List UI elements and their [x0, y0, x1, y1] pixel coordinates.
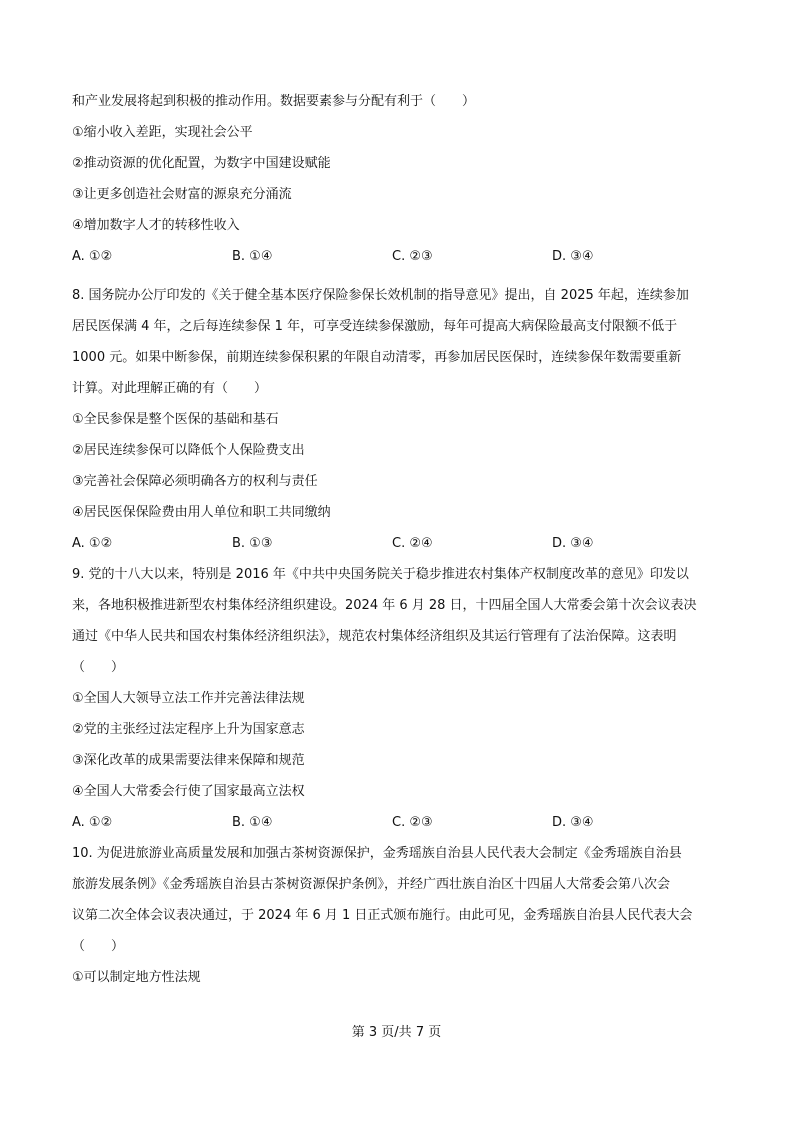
stem-line: 1000 元。如果中断参保，前期连续参保积累的年限自动清零，再参加居民医保时，连续参保年数需要重新 — [72, 350, 682, 365]
option-a: A. ①② — [72, 249, 113, 264]
question-stem — [72, 843, 724, 967]
statement-4: ④全国人大常委会行使了国家最高立法权 — [72, 784, 305, 799]
question-stem — [72, 285, 724, 409]
statement-3: ③深化改革的成果需要法律来保障和规范 — [72, 753, 305, 768]
question-8 — [72, 285, 724, 564]
statement-4: ④增加数字人才的转移性收入 — [72, 218, 240, 233]
option-b: B. ①④ — [232, 815, 273, 830]
statement-2: ②党的主张经过法定程序上升为国家意志 — [72, 722, 305, 737]
question-stem — [72, 564, 724, 688]
stem-line: 8. 国务院办公厅印发的《关于健全基本医疗保险参保长效机制的指导意见》提出，自 2025 年起，连续参加 — [72, 288, 689, 303]
option-c: C. ②③ — [392, 815, 433, 830]
stem-line: 9. 党的十八大以来，特别是 2016 年《中共中央国务院关于稳步推进农村集体产权制度改革的意见》印发以 — [72, 567, 689, 582]
stem-line: 10. 为促进旅游业高质量发展和加强古茶树资源保护，金秀瑶族自治县人民代表大会制定《金秀瑶族自治县 — [72, 846, 682, 861]
statement-3: ③完善社会保障必须明确各方的权利与责任 — [72, 474, 318, 489]
statement-2: ②推动资源的优化配置，为数字中国建设赋能 — [72, 156, 331, 171]
stem-line: 通过《中华人民共和国农村集体经济组织法》，规范农村集体经济组织及其运行管理有了法治保障。这表明 — [72, 629, 677, 644]
answer-options — [72, 533, 724, 564]
stem-line: 和产业发展将起到积极的推动作用。数据要素参与分配有利于（ ） — [72, 94, 476, 109]
question-7 — [72, 91, 724, 277]
page-footer: 第 3 页/共 7 页 — [351, 1025, 442, 1040]
statement-2: ②居民连续参保可以降低个人保险费支出 — [72, 443, 305, 458]
answer-options — [72, 246, 724, 277]
statement-1: ①全民参保是整个医保的基础和基石 — [72, 412, 279, 427]
statement-4: ④居民医保保险费由用人单位和职工共同缴纳 — [72, 505, 331, 520]
option-a: A. ①② — [72, 815, 113, 830]
stem-line: 旅游发展条例》《金秀瑶族自治县古茶树资源保护条例》，并经广西壮族自治区十四届人大常委会第八次会 — [72, 877, 671, 892]
stem-line: （ ） — [72, 660, 125, 675]
option-d: D. ③④ — [552, 249, 594, 264]
question-10 — [72, 843, 724, 998]
option-d: D. ③④ — [552, 536, 594, 551]
stem-line: （ ） — [72, 939, 125, 954]
question-stem — [72, 91, 724, 122]
stem-line: 来，各地积极推进新型农村集体经济组织建设。2024 年 6 月 28 日，十四届全国人大常委会第十次会议表决 — [72, 598, 697, 613]
option-c: C. ②③ — [392, 249, 433, 264]
stem-line: 居民医保满 4 年，之后每连续参保 1 年，可享受连续参保激励，每年可提高大病保险最高支付限额不低于 — [72, 319, 678, 334]
statement-1: ①全国人大领导立法工作并完善法律法规 — [72, 691, 305, 706]
statement-3: ③让更多创造社会财富的源泉充分涌流 — [72, 187, 292, 202]
question-content — [72, 91, 724, 998]
option-c: C. ②④ — [392, 536, 433, 551]
statement-1: ①缩小收入差距，实现社会公平 — [72, 125, 253, 140]
option-b: B. ①④ — [232, 249, 273, 264]
option-d: D. ③④ — [552, 815, 594, 830]
stem-line: 计算。对此理解正确的有（ ） — [72, 381, 268, 396]
option-b: B. ①③ — [232, 536, 273, 551]
statement-1: ①可以制定地方性法规 — [72, 970, 201, 985]
answer-options — [72, 812, 724, 843]
question-9 — [72, 564, 724, 843]
stem-line: 议第二次全体会议表决通过，于 2024 年 6 月 1 日正式颁布施行。由此可见，金秀瑶族自治县人民代表大会 — [72, 908, 693, 923]
option-a: A. ①② — [72, 536, 113, 551]
